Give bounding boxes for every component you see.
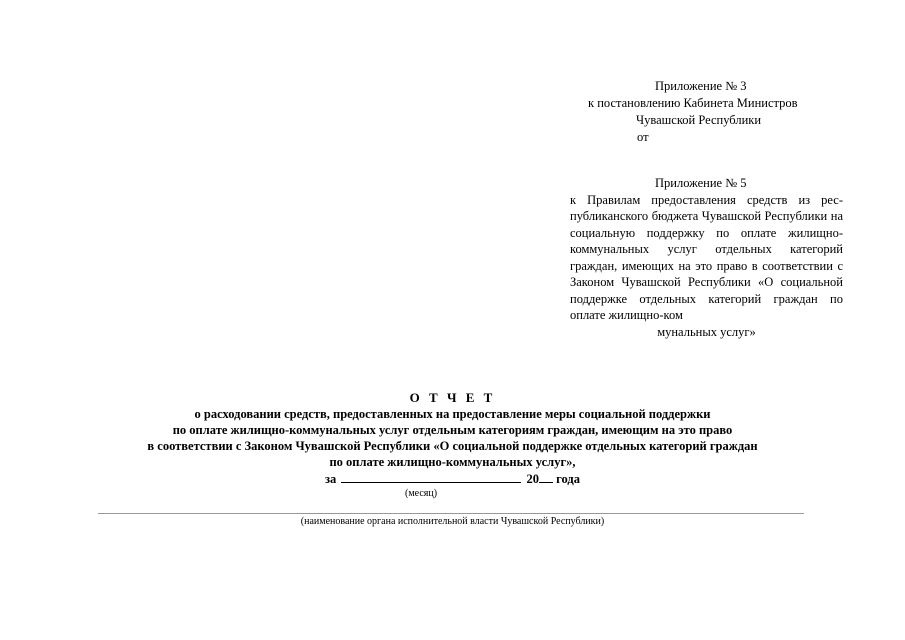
- appendix-3-date: от: [637, 130, 649, 144]
- period-year-prefix: 20: [526, 472, 540, 486]
- appendix-5-tail: мунальных услуг»: [657, 324, 756, 339]
- report-period: [0, 471, 905, 487]
- appendix-3-block: [580, 78, 840, 146]
- appendix-3-title: Приложение № 3: [655, 79, 747, 93]
- month-hint: (месяц): [405, 488, 438, 499]
- year-blank-field[interactable]: [539, 471, 553, 483]
- org-hint: (наименование органа исполнительной власти Чувашской Республики): [300, 516, 605, 527]
- report-subtitle-line-2: по оплате жилищно-коммунальных услуг отдельным категориям граждан, имеющим на это право: [172, 423, 733, 437]
- org-name-blank-line[interactable]: [98, 513, 804, 514]
- appendix-5-body: к Правилам предоставления средств из республиканского бюджета Чувашской Республики на социальную поддержку по оплате жилищно-коммунальных услуг отдельных категорий граждан, имеющих на это право в соответствии с Законом Чувашской Республики «О социальной поддержке отдельных категорий граждан по оплате жилищно-ком: [570, 192, 843, 322]
- month-blank-field[interactable]: [341, 471, 521, 483]
- period-prefix: за: [325, 472, 337, 486]
- appendix-5-block: [570, 175, 843, 340]
- period-suffix: года: [556, 472, 580, 486]
- appendix-5-title: Приложение № 5: [655, 176, 747, 190]
- report-subtitle-line-4: по оплате жилищно-коммунальных услуг»,: [329, 455, 576, 469]
- report-title: О Т Ч Е Т: [409, 390, 496, 405]
- report-subtitle-line-1: о расходовании средств, предоставленных на предоставление меры социальной поддержки: [194, 407, 711, 421]
- appendix-3-republic: Чувашской Республики: [636, 113, 762, 127]
- report-subtitle-line-3: в соответствии с Законом Чувашской Республики «О социальной поддержке отдельных категорий граждан: [147, 439, 758, 453]
- report-subtitle: [0, 406, 905, 470]
- appendix-3-resolution: к постановлению Кабинета Министров: [588, 96, 798, 110]
